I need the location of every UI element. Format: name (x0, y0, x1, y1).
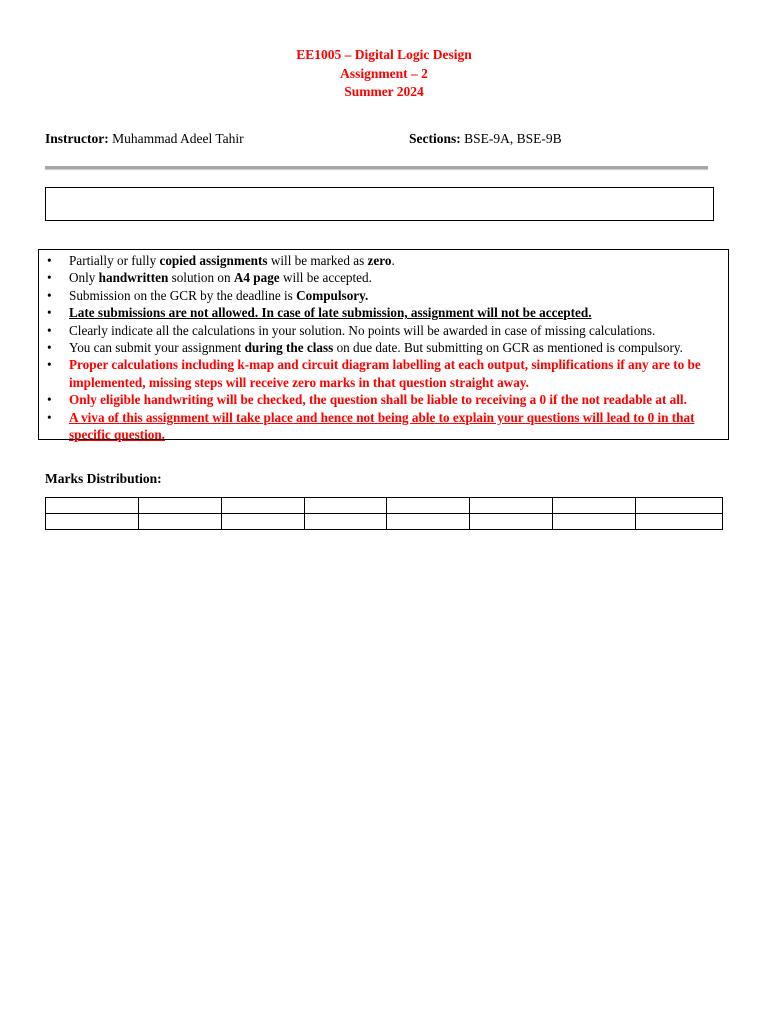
horizontal-divider (45, 166, 708, 169)
rule-item-class: • You can submit your assignment during the class on due date. But submitting on GCR as mentioned is compulsory. (47, 340, 683, 356)
table-cell (387, 498, 470, 514)
name-id-box (45, 187, 714, 221)
kmap-text: Proper calculations including k-map and circuit diagram labelling at each output, simplifications if any are to be implemented, missing steps will receive zero marks in that question straight away. (69, 357, 701, 390)
table-cell (470, 498, 553, 514)
table-cell (304, 514, 387, 530)
bullet-icon: • (47, 409, 52, 425)
term-title: Summer 2024 (344, 84, 424, 99)
table-cell (636, 514, 723, 530)
handwriting-text: Only eligible handwriting will be checked, the question shall be liable to receiving a 0 if the not readable at all. (69, 392, 687, 408)
rule-item-late (47, 304, 722, 321)
table-cell (304, 498, 387, 514)
table-cell (221, 514, 304, 530)
sections-line (409, 131, 562, 147)
rule-item-calculations (47, 322, 722, 339)
assignment-title: Assignment – 2 (340, 65, 428, 81)
bullet-icon: • (47, 340, 52, 356)
table-cell (553, 498, 636, 514)
bullet-icon: • (47, 357, 52, 373)
table-cell (138, 498, 221, 514)
table-cell (46, 498, 139, 514)
rule-item-viva (47, 409, 722, 444)
rule-item-kmap (47, 356, 722, 391)
rule-item-handwritten: • Only handwritten solution on A4 page will be accepted. (47, 270, 372, 286)
marks-table (45, 497, 723, 530)
table-row (46, 514, 723, 530)
table-cell (553, 514, 636, 530)
rule-item-handwriting (47, 391, 722, 408)
table-row (46, 498, 723, 514)
course-title: EE1005 – Digital Logic Design (296, 47, 472, 62)
rules-box (38, 249, 729, 443)
viva-text: A viva of this assignment will take place and hence not being able to explain your questions will lead to 0 in that specific question. (69, 409, 695, 443)
table-cell (46, 514, 139, 530)
table-cell (387, 514, 470, 530)
rules-list (47, 252, 722, 443)
table-cell (138, 514, 221, 530)
table-cell (636, 498, 723, 514)
marks-distribution-title: Marks Distribution: (45, 471, 162, 486)
instructor-name: Muhammad Adeel Tahir (108, 131, 244, 146)
late-text: Late submissions are not allowed. In case of late submission, assignment will not be accepted. (69, 305, 592, 321)
rule-item-copied: • Partially or fully copied assignments will be marked as zero. (47, 253, 395, 268)
table-cell (221, 498, 304, 514)
bullet-icon: • (47, 253, 52, 268)
instructor-label: Instructor: (45, 131, 109, 146)
table-cell (470, 514, 553, 530)
document-header (0, 46, 768, 102)
bullet-icon: • (47, 270, 52, 286)
bullet-icon: • (47, 322, 52, 338)
instructor-line (45, 131, 244, 147)
bullet-icon: • (47, 287, 52, 303)
calculations-text: Clearly indicate all the calculations in your solution. No points will be awarded in case of missing calculations. (69, 322, 656, 338)
rule-item-gcr: • Submission on the GCR by the deadline is Compulsory. (47, 287, 369, 303)
sections-value: BSE-9A, BSE-9B (460, 131, 562, 146)
bullet-icon: • (47, 392, 52, 408)
sections-label: Sections: (409, 131, 461, 146)
bullet-icon: • (47, 305, 52, 321)
